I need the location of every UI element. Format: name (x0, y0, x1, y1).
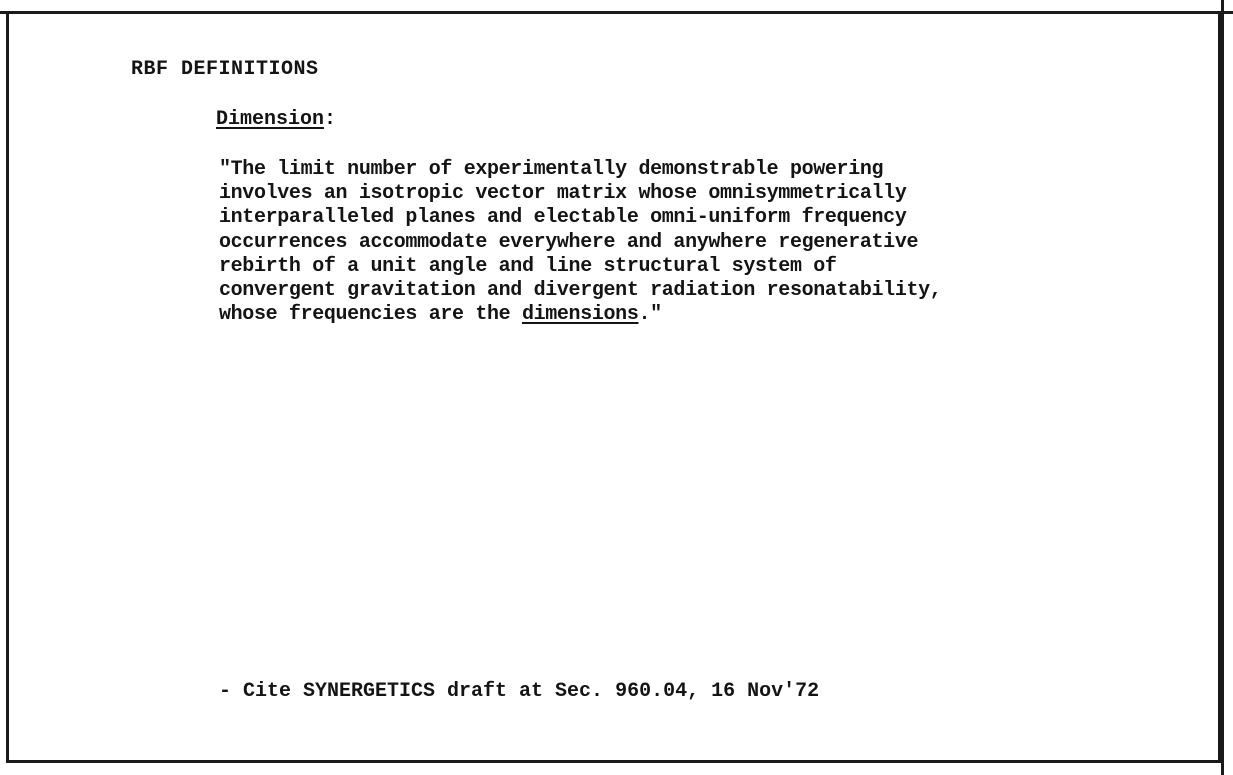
right-border-line (1221, 0, 1224, 775)
quote-last-prefix: whose frequencies are the (219, 303, 522, 327)
term-colon: : (324, 108, 337, 131)
page-heading: RBF DEFINITIONS (131, 58, 319, 81)
quote-line-last (219, 303, 1119, 327)
quote-underlined-word: dimensions (521, 303, 639, 327)
quote-line: convergent gravitation and divergent radiation resonatability, (219, 279, 942, 303)
citation: - Cite SYNERGETICS draft at Sec. 960.04, 16 Nov'72 (219, 680, 820, 703)
quote-line: interparalleled planes and electable omni-uniform frequency (219, 206, 907, 230)
quote-line: rebirth of a unit angle and line structural system of (219, 254, 837, 278)
term-word: Dimension (216, 108, 325, 131)
quote-line: "The limit number of experimentally demonstrable powering (219, 158, 884, 181)
quote-last-suffix: ." (638, 303, 662, 327)
definition-card (6, 11, 1221, 763)
quote-line: involves an isotropic vector matrix whose omnisymmetrically (219, 182, 907, 206)
term-label (216, 108, 336, 131)
quote-line: occurrences accommodate everywhere and anywhere regenerative (219, 230, 919, 254)
definition-quote (219, 158, 1119, 327)
